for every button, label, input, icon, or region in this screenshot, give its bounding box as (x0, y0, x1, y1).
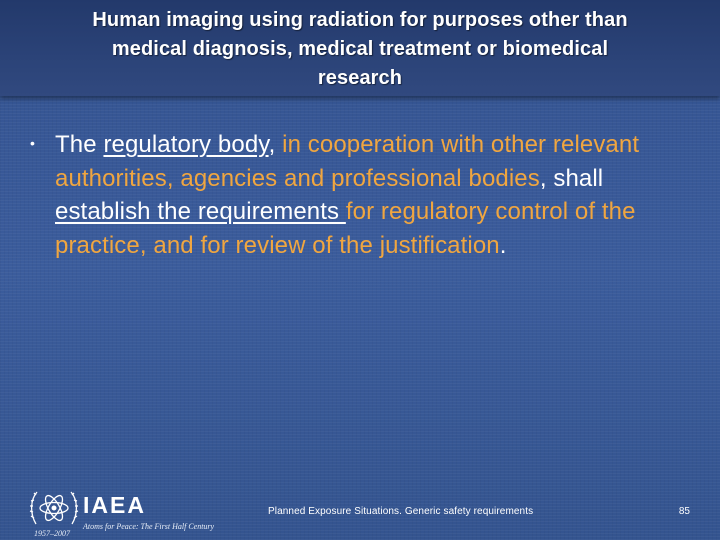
footer-text: Planned Exposure Situations. Generic safety requirements (268, 506, 534, 517)
bullet-icon: • (30, 135, 35, 151)
logo-years: 1957–2007 (34, 529, 70, 538)
iaea-logo (28, 484, 218, 538)
text-segment: The (55, 131, 104, 158)
iaea-atom-emblem-icon (28, 484, 80, 532)
text-segment: . (499, 231, 507, 259)
text-segment-establish-requirements: establish the requirements (55, 198, 346, 225)
logo-tagline: Atoms for Peace: The First Half Century (83, 522, 215, 531)
bullet-text (55, 128, 695, 262)
text-segment-regulatory-control: for regulatory control of the practice, and for review of the justification (55, 198, 636, 259)
title-line-2: medical diagnosis, medical treatment or biomedical (111, 38, 609, 60)
slide-title (10, 6, 710, 93)
text-segment-cooperation: in cooperation with other relevant authorities, agencies and professional bodies (55, 131, 640, 192)
text-segment: , (268, 131, 283, 158)
title-line-1: Human imaging using radiation for purposes other than (92, 9, 628, 31)
text-segment-regulatory-body: regulatory body (103, 131, 269, 158)
page-number: 85 (678, 506, 690, 517)
logo-wordmark: IAEA (83, 492, 146, 518)
text-segment: , shall (539, 164, 604, 192)
title-line-3: research (317, 67, 403, 89)
